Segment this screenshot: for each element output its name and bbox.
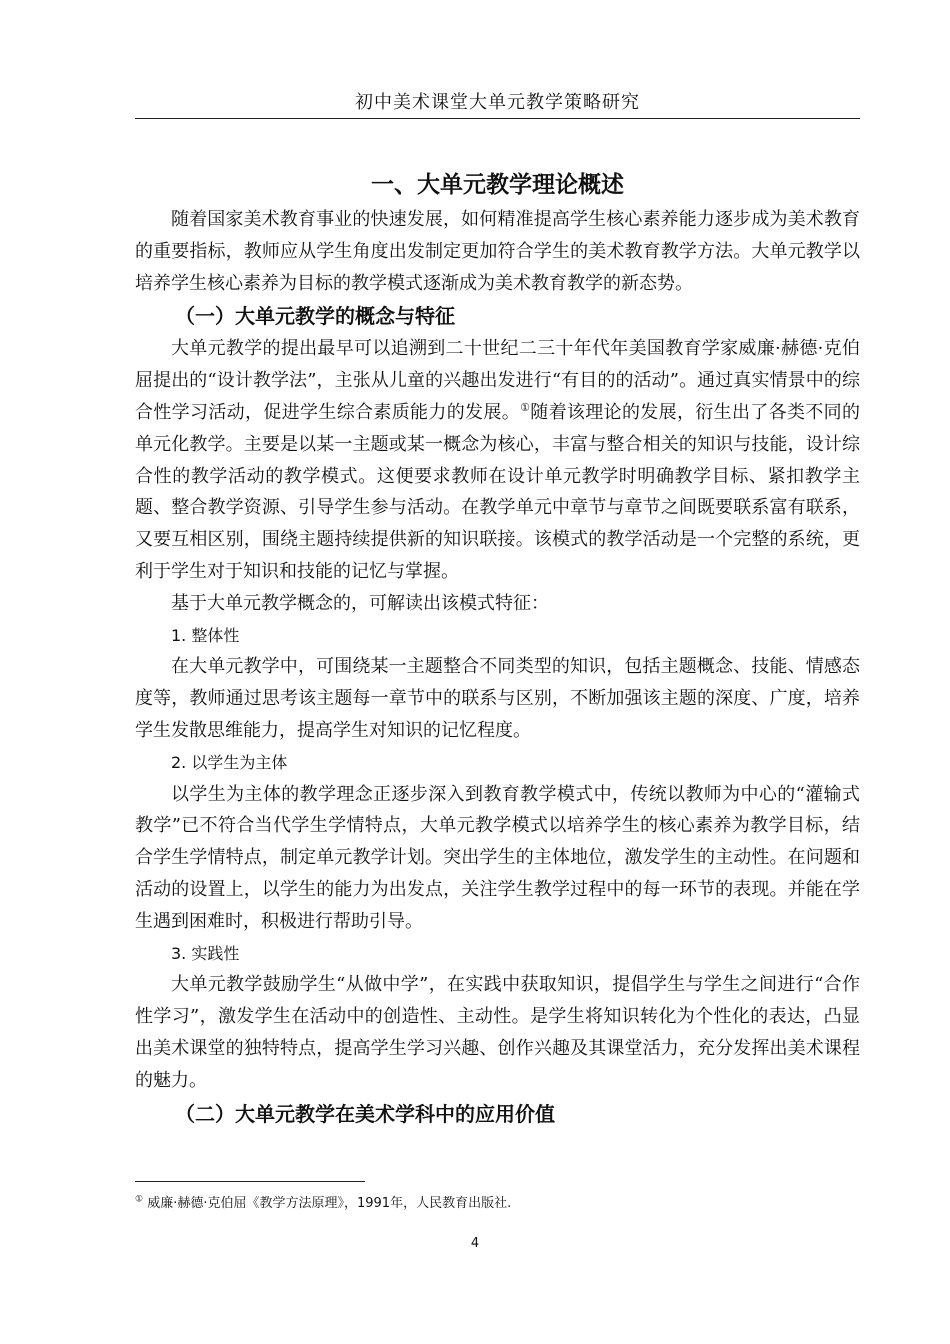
concept-text-part1: 大单元教学的提出最早可以追溯到二十世纪二三十年代年美国教育学家威廉·赫德·克伯屈提出的“设计教学法”，主张从儿童的兴趣出发进行“有目的的活动”。通过真实情景中的综合性学习活动，促进学生综合素质能力的发展。 <box>135 338 860 423</box>
feature-2-paragraph: 以学生为主体的教学理念正逐步深入到教育教学模式中，传统以教师为中心的“灌输式教学”已不符合当代学生学情特点，大单元教学模式以培养学生的核心素养为教学目标，结合学生学情特点，制定单元教学计划。突出学生的主体地位，激发学生的主动性。在问题和活动的设置上，以学生的能力为出发点，关注学生教学过程中的每一环节的表现。并能在学生遇到困难时，积极进行帮助引导。 <box>135 783 860 932</box>
feature-1-title: 1. 整体性 <box>171 625 240 645</box>
footnote-text: 威廉·赫德·克伯屈《教学方法原理》，1991年，人民教育出版社. <box>147 1196 512 1211</box>
section-title: 一、大单元教学理论概述 <box>371 172 624 198</box>
footnote <box>135 1192 860 1211</box>
header-divider <box>135 118 860 119</box>
feature-3-title: 3. 实践性 <box>171 943 240 963</box>
feature-2-title: 2. 以学生为主体 <box>171 752 288 772</box>
page-body <box>135 162 860 1131</box>
footnote-reference[interactable]: ① <box>520 400 531 414</box>
page-number: 4 <box>470 1236 480 1251</box>
feature-1-paragraph: 在大单元教学中，可围绕某一主题整合不同类型的知识，包括主题概念、技能、情感态度等，教师通过思考该主题每一章节中的联系与区别，不断加强该主题的深度、广度，培养学生发散思维能力，提高学生对知识的记忆程度。 <box>135 656 860 741</box>
running-header: 初中美术课堂大单元教学策略研究 <box>355 92 640 113</box>
feature-3-paragraph: 大单元教学鼓励学生“从做中学”，在实践中获取知识，提倡学生与学生之间进行“合作性学习”，激发学生在活动中的创造性、主动性。是学生将知识转化为个性化的表达，凸显出美术课堂的独特特点，提高学生学习兴趣、创作兴趣及其课堂活力，充分发挥出美术课程的魅力。 <box>135 974 860 1091</box>
section-intro-paragraph: 随着国家美术教育事业的快速发展，如何精准提高学生核心素养能力逐步成为美术教育的重要指标，教师应从学生角度出发制定更加符合学生的美术教育教学方法。大单元教学以培养学生核心素养为目标的教学模式逐渐成为美术教育教学的新态势。 <box>135 209 860 294</box>
footnote-divider <box>135 1181 365 1182</box>
concept-paragraph <box>135 333 860 587</box>
footnote-mark: ① <box>135 1194 144 1205</box>
subsection-1-title: （一）大单元教学的概念与特征 <box>175 304 455 329</box>
subsection-2-title: （二）大单元教学在美术学科中的应用价值 <box>175 1101 555 1126</box>
features-intro-paragraph: 基于大单元教学概念的，可解读出该模式特征： <box>171 592 549 614</box>
concept-text-part2: 随着该理论的发展，衍生出了各类不同的单元化教学。主要是以某一主题或某一概念为核心，丰富与整合相关的知识与技能，设计综合性的教学活动的教学模式。这便要求教师在设计单元教学时明确教学目标、紧扣教学主题、整合教学资源、引导学生参与活动。在教学单元中章节与章节之间既要联系富有联系，又要互相区别，围绕主题持续提供新的知识联接。该模式的教学活动是一个完整的系统，更利于学生对于知识和技能的记忆与掌握。 <box>135 401 861 582</box>
